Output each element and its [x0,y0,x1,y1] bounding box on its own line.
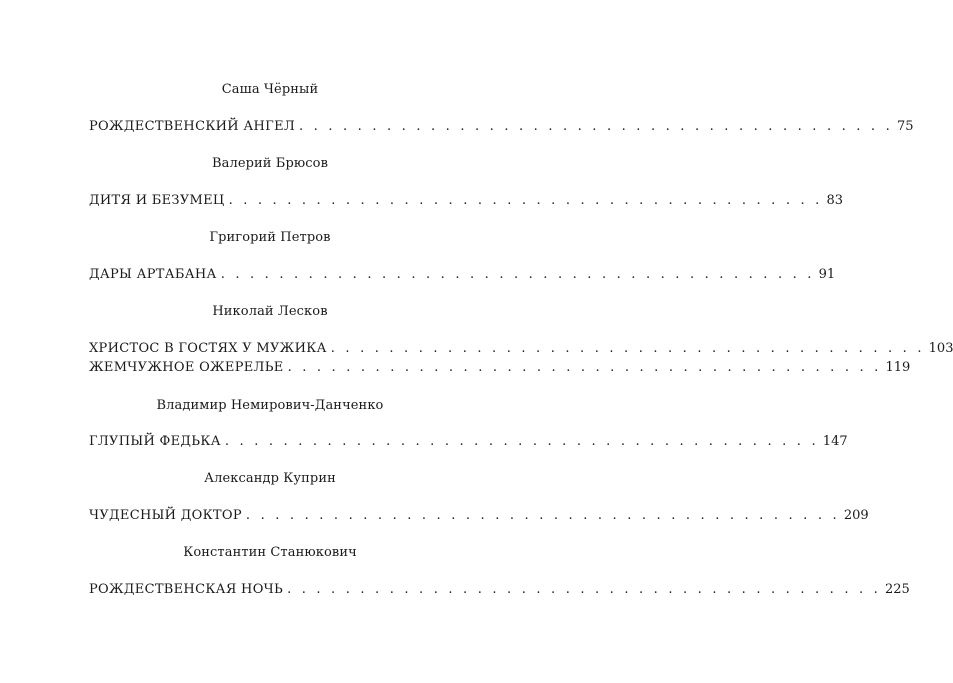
entry-page-number: 83 [826,193,844,208]
toc-entry[interactable] [89,434,848,450]
entry-page-number: 103 [928,341,953,356]
toc-entry[interactable] [89,341,953,357]
dot-leader: . . . . . . . . . . . . . . . . . . . . . . . . . . . . . . . . . . . . . . . . . [287,360,882,375]
entry-page-number: 209 [843,508,869,523]
author-name: Николай Лесков [212,304,328,319]
author-name: Владимир Немирович-Данченко [156,398,384,413]
dot-leader: . . . . . . . . . . . . . . . . . . . . . . . . . . . . . . . . . . . . . . . . . [287,582,881,597]
dot-leader: . . . . . . . . . . . . . . . . . . . . . . . . . . . . . . . . . . . . . . . . . [220,267,815,282]
author-name: Константин Станюкович [183,545,357,560]
toc-entry[interactable] [89,582,910,598]
entry-title: ЖЕМЧУЖНОЕ ОЖЕРЕЛЬЕ [89,360,284,375]
entry-title: ГЛУПЫЙ ФЕДЬКА [89,434,221,449]
dot-leader: . . . . . . . . . . . . . . . . . . . . . . . . . . . . . . . . . . . . . . . . . [245,508,840,523]
toc-entry[interactable] [89,508,869,524]
toc-entry[interactable] [89,360,911,376]
author-name: Саша Чёрный [221,82,319,97]
entry-title: ДАРЫ АРТАБАНА [89,267,217,282]
entry-title: ХРИСТОС В ГОСТЯХ У МУЖИКА [89,341,327,356]
author-name: Валерий Брюсов [211,156,329,171]
dot-leader: . . . . . . . . . . . . . . . . . . . . . . . . . . . . . . . . . . . . . . . . . [330,341,925,356]
dot-leader: . . . . . . . . . . . . . . . . . . . . . . . . . . . . . . . . . . . . . . . . . [224,434,819,449]
dot-leader: . . . . . . . . . . . . . . . . . . . . . . . . . . . . . . . . . . . . . . . . . [299,119,893,134]
entry-page-number: 147 [822,434,848,449]
toc-entry[interactable] [89,267,836,283]
entry-title: РОЖДЕСТВЕНСКАЯ НОЧЬ [89,582,284,597]
entry-page-number: 225 [884,582,910,597]
author-name: Александр Куприн [204,471,336,486]
toc-entry[interactable] [89,119,914,135]
entry-page-number: 119 [885,360,911,375]
entry-page-number: 75 [896,119,914,134]
entry-title: ДИТЯ И БЕЗУМЕЦ [89,193,225,208]
entry-page-number: 91 [818,267,836,282]
author-name: Григорий Петров [209,230,331,245]
entry-title: РОЖДЕСТВЕНСКИЙ АНГЕЛ [89,119,296,134]
entry-title: ЧУДЕСНЫЙ ДОКТОР [89,508,242,523]
dot-leader: . . . . . . . . . . . . . . . . . . . . . . . . . . . . . . . . . . . . . . . . . [228,193,823,208]
toc-entry[interactable] [89,193,844,209]
